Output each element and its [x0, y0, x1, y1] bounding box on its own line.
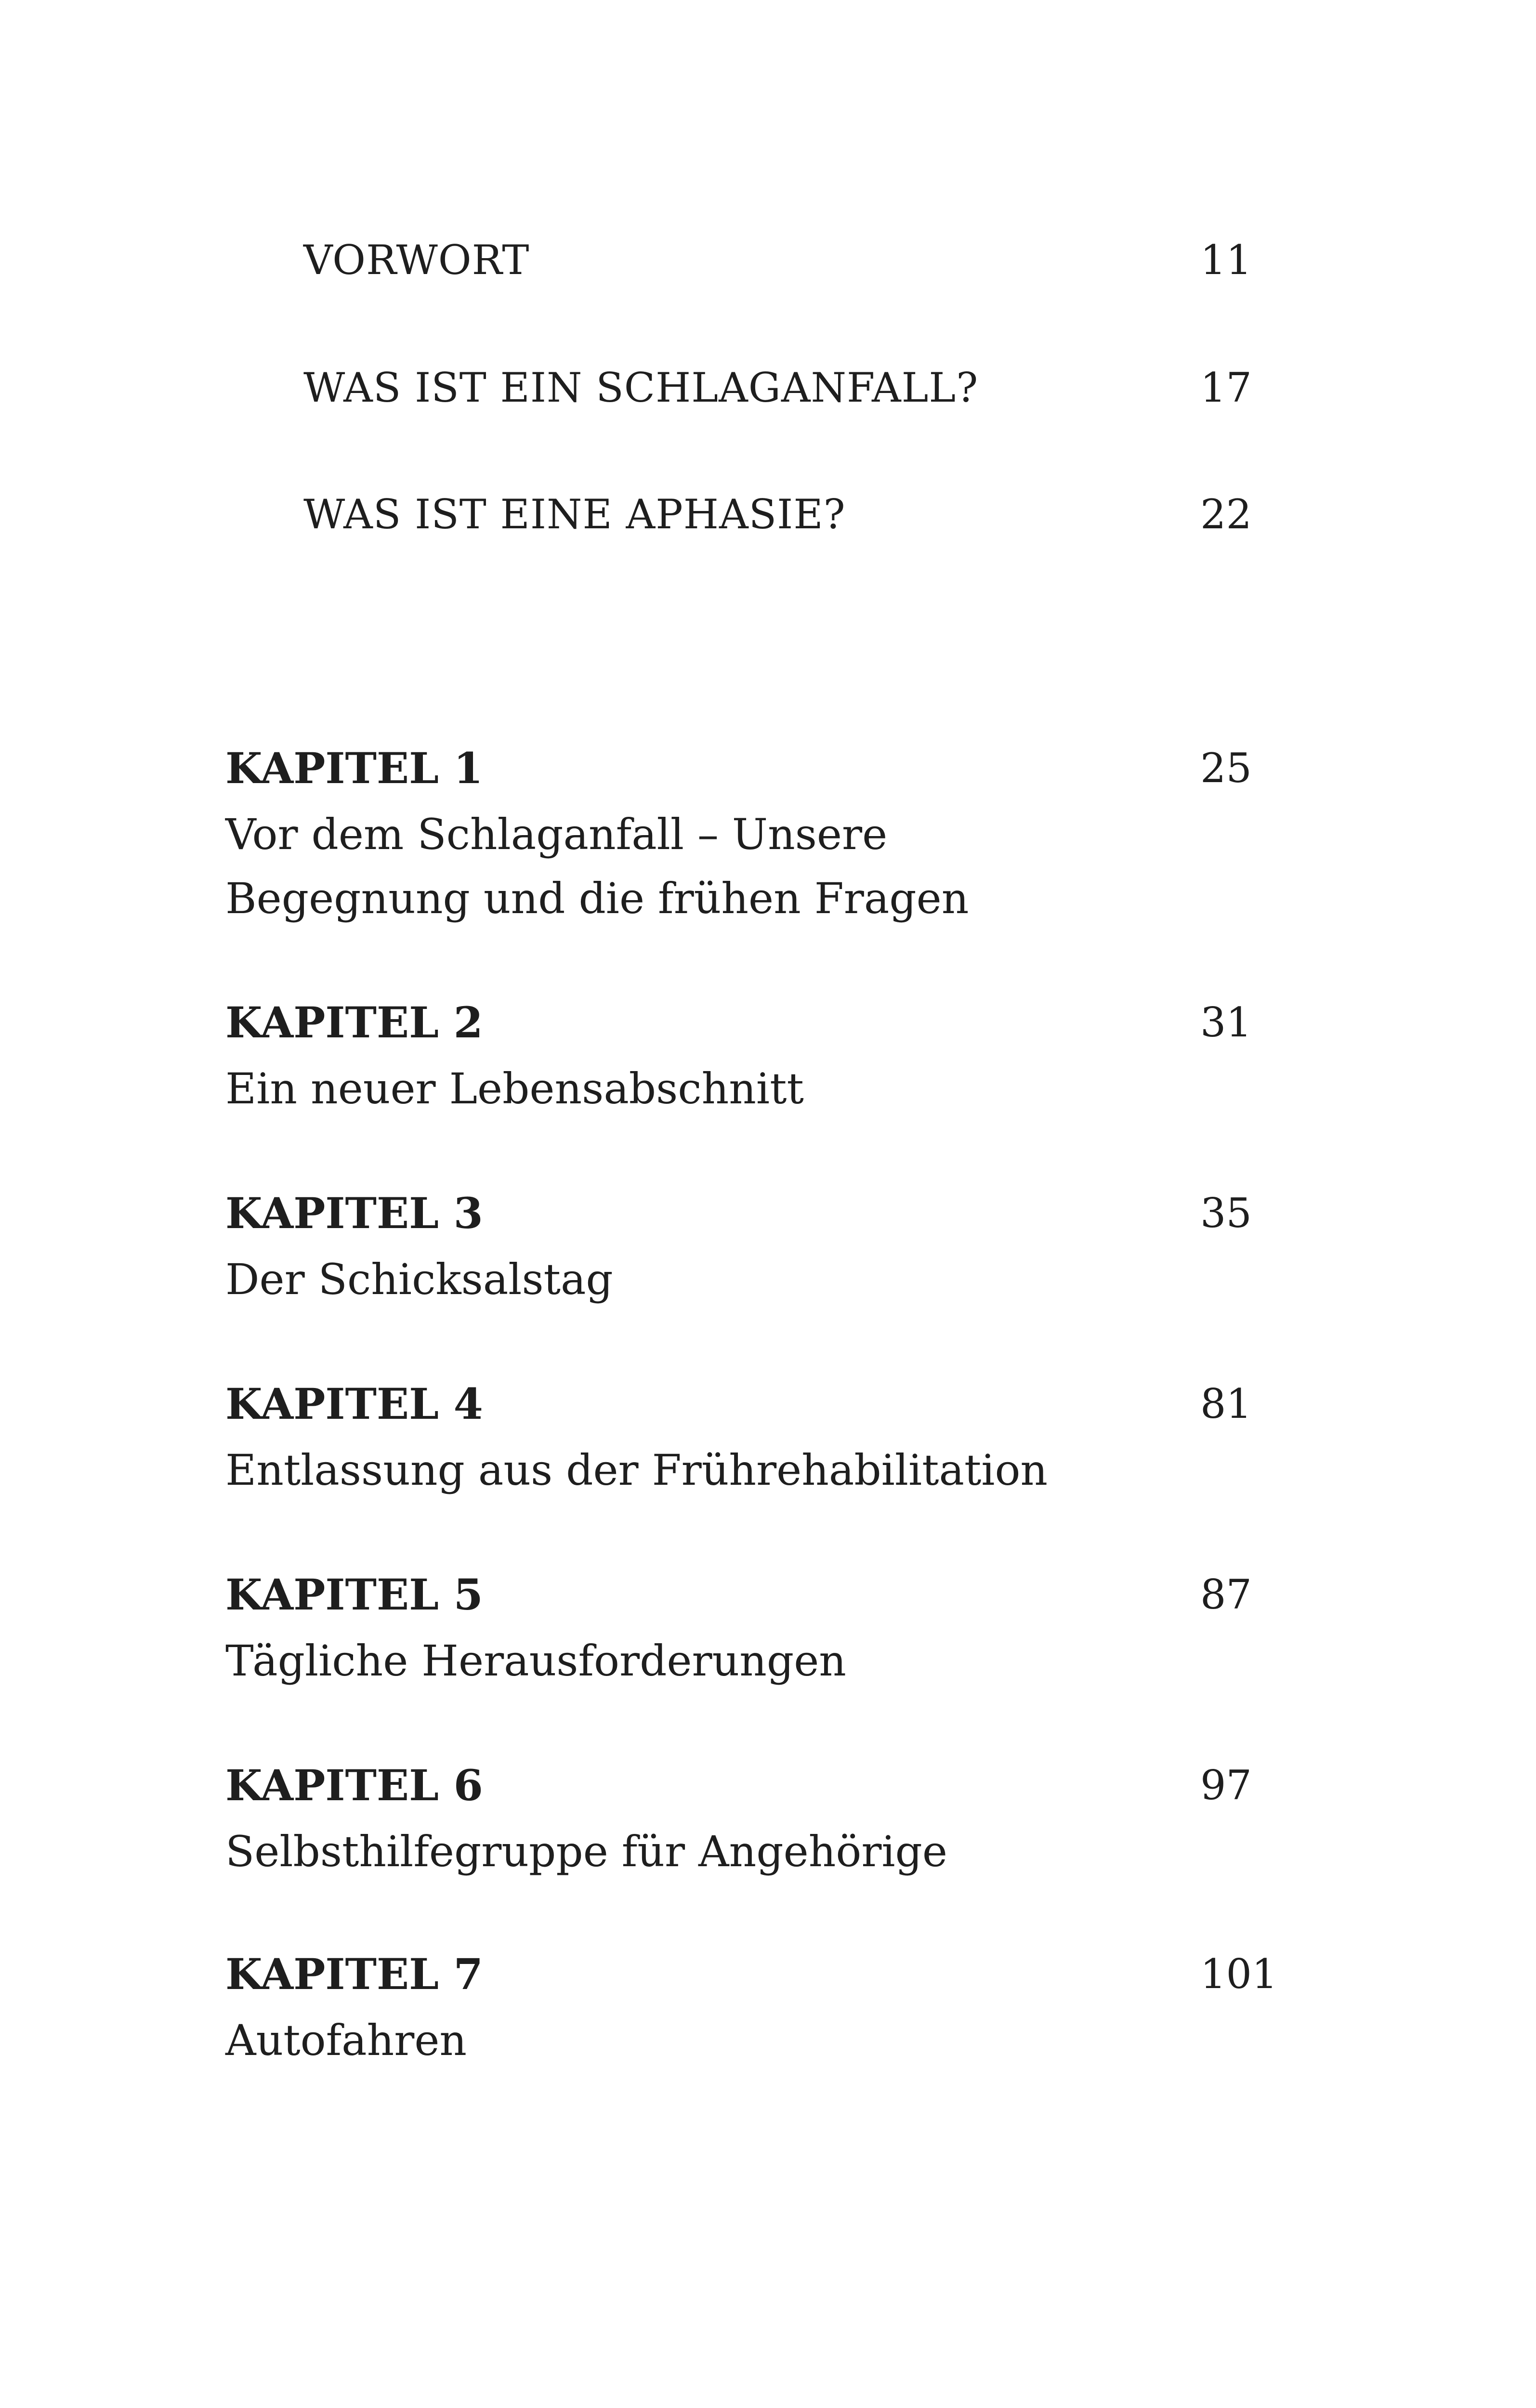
toc-entry-title: VORWORT	[303, 236, 530, 284]
toc-entry-title: WAS IST EIN SCHLAGANFALL?	[303, 364, 979, 411]
chapter-label: KAPITEL 6	[225, 1760, 483, 1810]
toc-entry-schlaganfall[interactable]	[303, 361, 1291, 419]
chapter-subtitle: Tägliche Herausforderungen	[225, 1636, 846, 1686]
toc-page-number: 101	[1200, 1950, 1278, 1998]
chapter-subtitle: Entlassung aus der Frührehabilitation	[225, 1445, 1048, 1495]
chapter-subtitle: Der Schicksalstag	[225, 1255, 613, 1304]
toc-entry-vorwort[interactable]	[303, 234, 1291, 291]
chapter-label: KAPITEL 1	[225, 743, 483, 793]
chapter-subtitle: Selbsthilfegruppe für Angehörige	[225, 1827, 947, 1876]
chapter-label: KAPITEL 4	[225, 1379, 483, 1429]
toc-page-number: 31	[1200, 999, 1252, 1046]
toc-page-number: 11	[1200, 236, 1252, 284]
chapter-label: KAPITEL 3	[225, 1188, 483, 1238]
toc-page-number: 25	[1200, 745, 1252, 792]
chapter-label: KAPITEL 2	[225, 997, 483, 1047]
toc-page-number: 81	[1200, 1380, 1252, 1427]
chapter-subtitle: Ein neuer Lebensabschnitt	[225, 1064, 804, 1113]
toc-page-number: 97	[1200, 1762, 1252, 1809]
toc-page-number: 87	[1200, 1571, 1252, 1618]
toc-page-number: 35	[1200, 1190, 1252, 1237]
chapter-subtitle: Vor dem Schlaganfall – Unsere Begegnung und die frühen Fragen	[225, 810, 969, 923]
toc-page-number: 17	[1200, 364, 1252, 411]
chapter-label: KAPITEL 5	[225, 1570, 483, 1620]
toc-entry-title: WAS IST EINE APHASIE?	[303, 491, 846, 538]
toc-page-number: 22	[1200, 491, 1252, 538]
chapter-label: KAPITEL 7	[225, 1949, 483, 1999]
toc-entry-aphasie[interactable]	[303, 488, 1291, 546]
chapter-subtitle: Autofahren	[225, 2015, 467, 2065]
